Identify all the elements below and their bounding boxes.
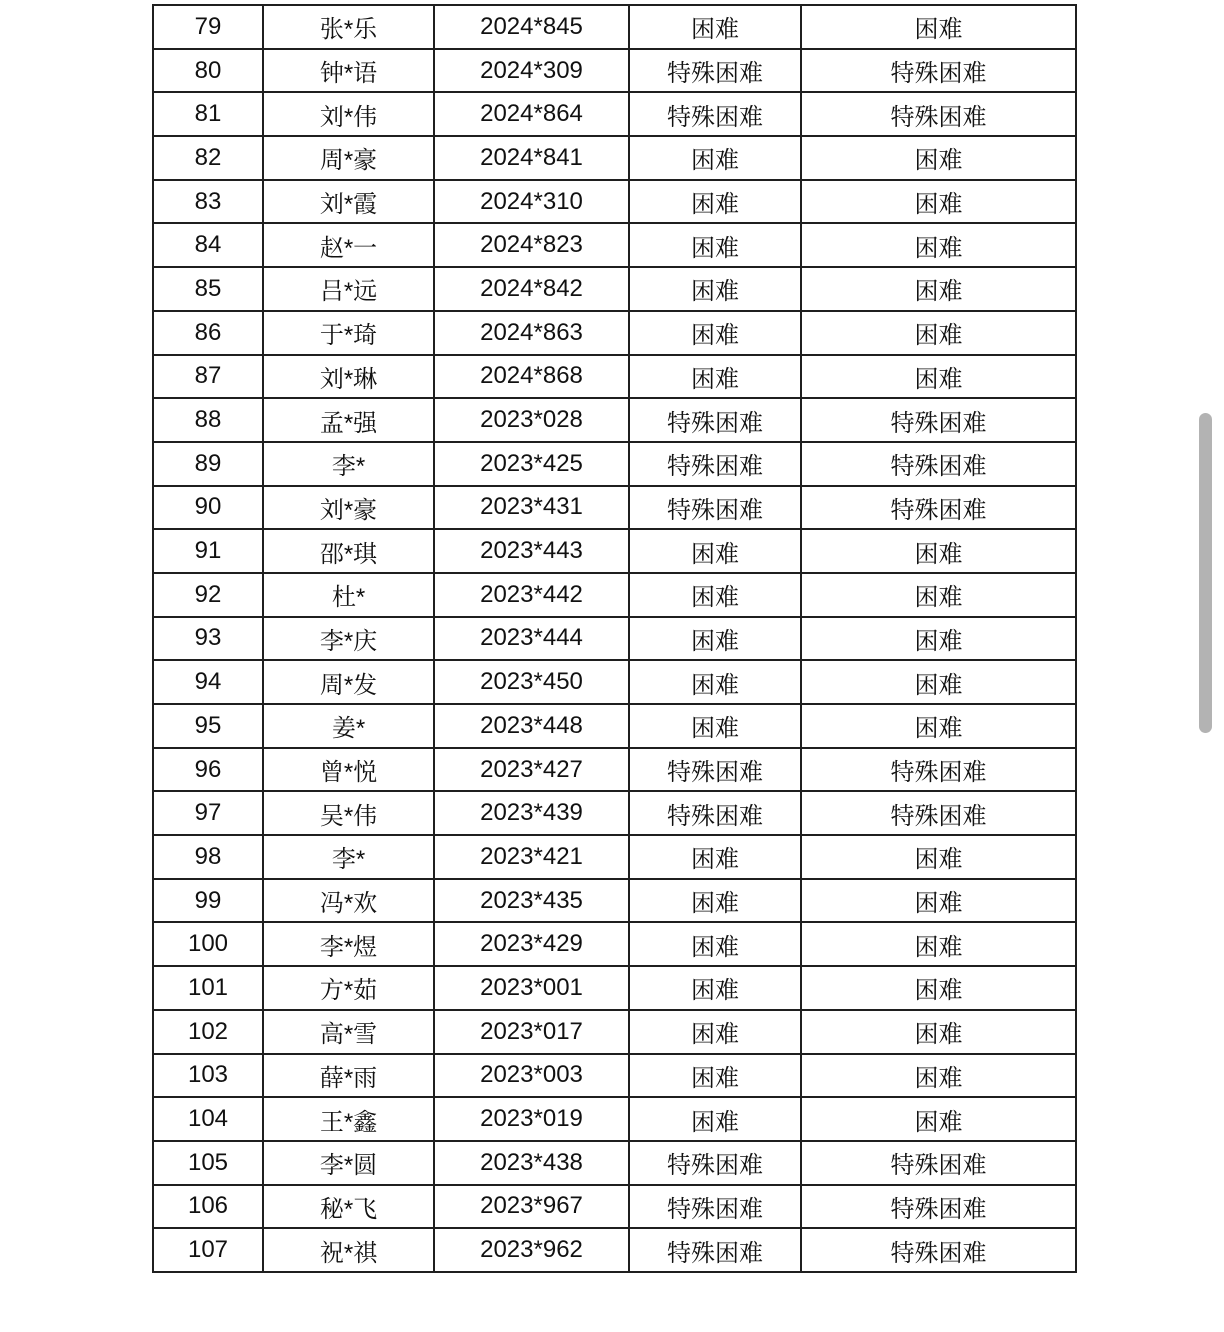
cell-index: 104 [153, 1097, 263, 1141]
cell-status-secondary: 困难 [801, 5, 1076, 49]
cell-status-secondary: 特殊困难 [801, 442, 1076, 486]
table-row [153, 660, 1076, 704]
table-row [153, 223, 1076, 267]
cell-name: 刘*豪 [263, 486, 434, 530]
cell-status-primary: 困难 [629, 617, 801, 661]
cell-student-id: 2024*842 [434, 267, 629, 311]
cell-status-secondary: 困难 [801, 922, 1076, 966]
cell-index: 94 [153, 660, 263, 704]
cell-student-id: 2023*003 [434, 1054, 629, 1098]
cell-student-id: 2023*028 [434, 398, 629, 442]
cell-status-primary: 特殊困难 [629, 92, 801, 136]
cell-status-primary: 困难 [629, 223, 801, 267]
cell-status-primary: 困难 [629, 180, 801, 224]
table-row [153, 1185, 1076, 1229]
cell-status-primary: 困难 [629, 136, 801, 180]
table-row [153, 1097, 1076, 1141]
cell-status-secondary: 困难 [801, 966, 1076, 1010]
table-row [153, 617, 1076, 661]
cell-name: 刘*琳 [263, 355, 434, 399]
cell-student-id: 2023*450 [434, 660, 629, 704]
cell-name: 周*豪 [263, 136, 434, 180]
cell-index: 90 [153, 486, 263, 530]
cell-name: 李*庆 [263, 617, 434, 661]
cell-status-primary: 特殊困难 [629, 398, 801, 442]
cell-status-secondary: 特殊困难 [801, 1185, 1076, 1229]
cell-student-id: 2024*309 [434, 49, 629, 93]
cell-status-primary: 困难 [629, 5, 801, 49]
cell-name: 赵*一 [263, 223, 434, 267]
cell-index: 95 [153, 704, 263, 748]
cell-student-id: 2023*001 [434, 966, 629, 1010]
cell-status-primary: 困难 [629, 922, 801, 966]
table-row [153, 1054, 1076, 1098]
cell-student-id: 2023*427 [434, 748, 629, 792]
cell-status-primary: 特殊困难 [629, 486, 801, 530]
cell-status-primary: 特殊困难 [629, 791, 801, 835]
cell-status-secondary: 特殊困难 [801, 398, 1076, 442]
table-row [153, 311, 1076, 355]
cell-index: 93 [153, 617, 263, 661]
cell-name: 秘*飞 [263, 1185, 434, 1229]
cell-status-primary: 特殊困难 [629, 1185, 801, 1229]
cell-status-primary: 困难 [629, 660, 801, 704]
cell-index: 105 [153, 1141, 263, 1185]
cell-status-secondary: 特殊困难 [801, 92, 1076, 136]
table-row [153, 355, 1076, 399]
cell-name: 李*煜 [263, 922, 434, 966]
cell-index: 103 [153, 1054, 263, 1098]
cell-index: 86 [153, 311, 263, 355]
cell-index: 97 [153, 791, 263, 835]
student-aid-table [152, 4, 1077, 1273]
cell-status-primary: 困难 [629, 704, 801, 748]
table-row [153, 922, 1076, 966]
cell-student-id: 2023*443 [434, 529, 629, 573]
cell-student-id: 2023*435 [434, 879, 629, 923]
cell-index: 99 [153, 879, 263, 923]
cell-student-id: 2023*421 [434, 835, 629, 879]
cell-index: 101 [153, 966, 263, 1010]
cell-student-id: 2024*310 [434, 180, 629, 224]
cell-name: 于*琦 [263, 311, 434, 355]
cell-status-primary: 特殊困难 [629, 748, 801, 792]
cell-status-secondary: 特殊困难 [801, 1141, 1076, 1185]
cell-index: 91 [153, 529, 263, 573]
cell-student-id: 2023*017 [434, 1010, 629, 1054]
table-body [153, 5, 1076, 1272]
cell-index: 92 [153, 573, 263, 617]
cell-name: 吴*伟 [263, 791, 434, 835]
cell-student-id: 2023*439 [434, 791, 629, 835]
cell-index: 106 [153, 1185, 263, 1229]
cell-status-primary: 困难 [629, 1054, 801, 1098]
cell-student-id: 2024*845 [434, 5, 629, 49]
cell-student-id: 2024*863 [434, 311, 629, 355]
cell-status-secondary: 困难 [801, 704, 1076, 748]
cell-student-id: 2023*438 [434, 1141, 629, 1185]
cell-status-secondary: 困难 [801, 617, 1076, 661]
cell-name: 李* [263, 442, 434, 486]
cell-status-secondary: 特殊困难 [801, 486, 1076, 530]
cell-index: 98 [153, 835, 263, 879]
table-row [153, 398, 1076, 442]
cell-name: 李*圆 [263, 1141, 434, 1185]
cell-index: 80 [153, 49, 263, 93]
cell-status-primary: 困难 [629, 835, 801, 879]
cell-status-secondary: 困难 [801, 573, 1076, 617]
cell-index: 102 [153, 1010, 263, 1054]
cell-name: 薛*雨 [263, 1054, 434, 1098]
table-row [153, 1228, 1076, 1272]
cell-status-primary: 困难 [629, 355, 801, 399]
cell-status-primary: 特殊困难 [629, 442, 801, 486]
cell-name: 冯*欢 [263, 879, 434, 923]
cell-index: 96 [153, 748, 263, 792]
student-table-container [152, 4, 1075, 1273]
cell-status-primary: 困难 [629, 966, 801, 1010]
cell-status-secondary: 困难 [801, 267, 1076, 311]
cell-name: 姜* [263, 704, 434, 748]
cell-student-id: 2023*431 [434, 486, 629, 530]
cell-name: 李* [263, 835, 434, 879]
table-row [153, 1141, 1076, 1185]
cell-status-secondary: 特殊困难 [801, 1228, 1076, 1272]
cell-status-secondary: 困难 [801, 529, 1076, 573]
cell-student-id: 2023*425 [434, 442, 629, 486]
table-row [153, 5, 1076, 49]
cell-name: 曾*悦 [263, 748, 434, 792]
cell-index: 89 [153, 442, 263, 486]
table-row [153, 180, 1076, 224]
table-row [153, 573, 1076, 617]
cell-index: 81 [153, 92, 263, 136]
cell-status-secondary: 困难 [801, 1010, 1076, 1054]
cell-status-primary: 困难 [629, 311, 801, 355]
cell-index: 88 [153, 398, 263, 442]
cell-student-id: 2023*962 [434, 1228, 629, 1272]
table-row [153, 748, 1076, 792]
cell-status-secondary: 困难 [801, 180, 1076, 224]
cell-name: 王*鑫 [263, 1097, 434, 1141]
cell-name: 刘*霞 [263, 180, 434, 224]
cell-index: 84 [153, 223, 263, 267]
cell-name: 刘*伟 [263, 92, 434, 136]
cell-name: 周*发 [263, 660, 434, 704]
table-row [153, 835, 1076, 879]
cell-status-primary: 特殊困难 [629, 1141, 801, 1185]
cell-status-primary: 困难 [629, 529, 801, 573]
cell-status-primary: 困难 [629, 879, 801, 923]
cell-status-primary: 特殊困难 [629, 49, 801, 93]
cell-name: 孟*强 [263, 398, 434, 442]
cell-student-id: 2024*841 [434, 136, 629, 180]
cell-student-id: 2024*868 [434, 355, 629, 399]
cell-student-id: 2023*442 [434, 573, 629, 617]
cell-name: 钟*语 [263, 49, 434, 93]
table-row [153, 136, 1076, 180]
table-row [153, 529, 1076, 573]
cell-name: 祝*祺 [263, 1228, 434, 1272]
table-row [153, 486, 1076, 530]
cell-name: 吕*远 [263, 267, 434, 311]
cell-name: 方*茹 [263, 966, 434, 1010]
cell-student-id: 2023*967 [434, 1185, 629, 1229]
cell-status-secondary: 困难 [801, 1054, 1076, 1098]
cell-status-secondary: 困难 [801, 223, 1076, 267]
cell-student-id: 2024*864 [434, 92, 629, 136]
cell-index: 79 [153, 5, 263, 49]
cell-index: 107 [153, 1228, 263, 1272]
cell-name: 张*乐 [263, 5, 434, 49]
table-row [153, 267, 1076, 311]
cell-name: 杜* [263, 573, 434, 617]
table-row [153, 704, 1076, 748]
cell-student-id: 2023*019 [434, 1097, 629, 1141]
cell-status-secondary: 困难 [801, 136, 1076, 180]
table-row [153, 966, 1076, 1010]
cell-student-id: 2024*823 [434, 223, 629, 267]
cell-status-primary: 困难 [629, 1010, 801, 1054]
cell-status-secondary: 困难 [801, 835, 1076, 879]
cell-status-secondary: 特殊困难 [801, 791, 1076, 835]
table-row [153, 92, 1076, 136]
table-row [153, 1010, 1076, 1054]
cell-index: 85 [153, 267, 263, 311]
cell-status-secondary: 困难 [801, 660, 1076, 704]
cell-status-primary: 困难 [629, 267, 801, 311]
cell-status-primary: 困难 [629, 573, 801, 617]
cell-status-secondary: 困难 [801, 879, 1076, 923]
cell-index: 100 [153, 922, 263, 966]
vertical-scrollbar-thumb[interactable] [1199, 413, 1212, 733]
cell-status-secondary: 困难 [801, 1097, 1076, 1141]
cell-status-secondary: 特殊困难 [801, 49, 1076, 93]
cell-index: 82 [153, 136, 263, 180]
cell-index: 83 [153, 180, 263, 224]
cell-status-secondary: 困难 [801, 311, 1076, 355]
table-row [153, 879, 1076, 923]
cell-index: 87 [153, 355, 263, 399]
cell-status-secondary: 困难 [801, 355, 1076, 399]
table-row [153, 49, 1076, 93]
table-row [153, 442, 1076, 486]
cell-student-id: 2023*429 [434, 922, 629, 966]
cell-student-id: 2023*444 [434, 617, 629, 661]
cell-status-primary: 特殊困难 [629, 1228, 801, 1272]
cell-status-primary: 困难 [629, 1097, 801, 1141]
cell-name: 高*雪 [263, 1010, 434, 1054]
table-row [153, 791, 1076, 835]
cell-status-secondary: 特殊困难 [801, 748, 1076, 792]
cell-student-id: 2023*448 [434, 704, 629, 748]
cell-name: 邵*琪 [263, 529, 434, 573]
